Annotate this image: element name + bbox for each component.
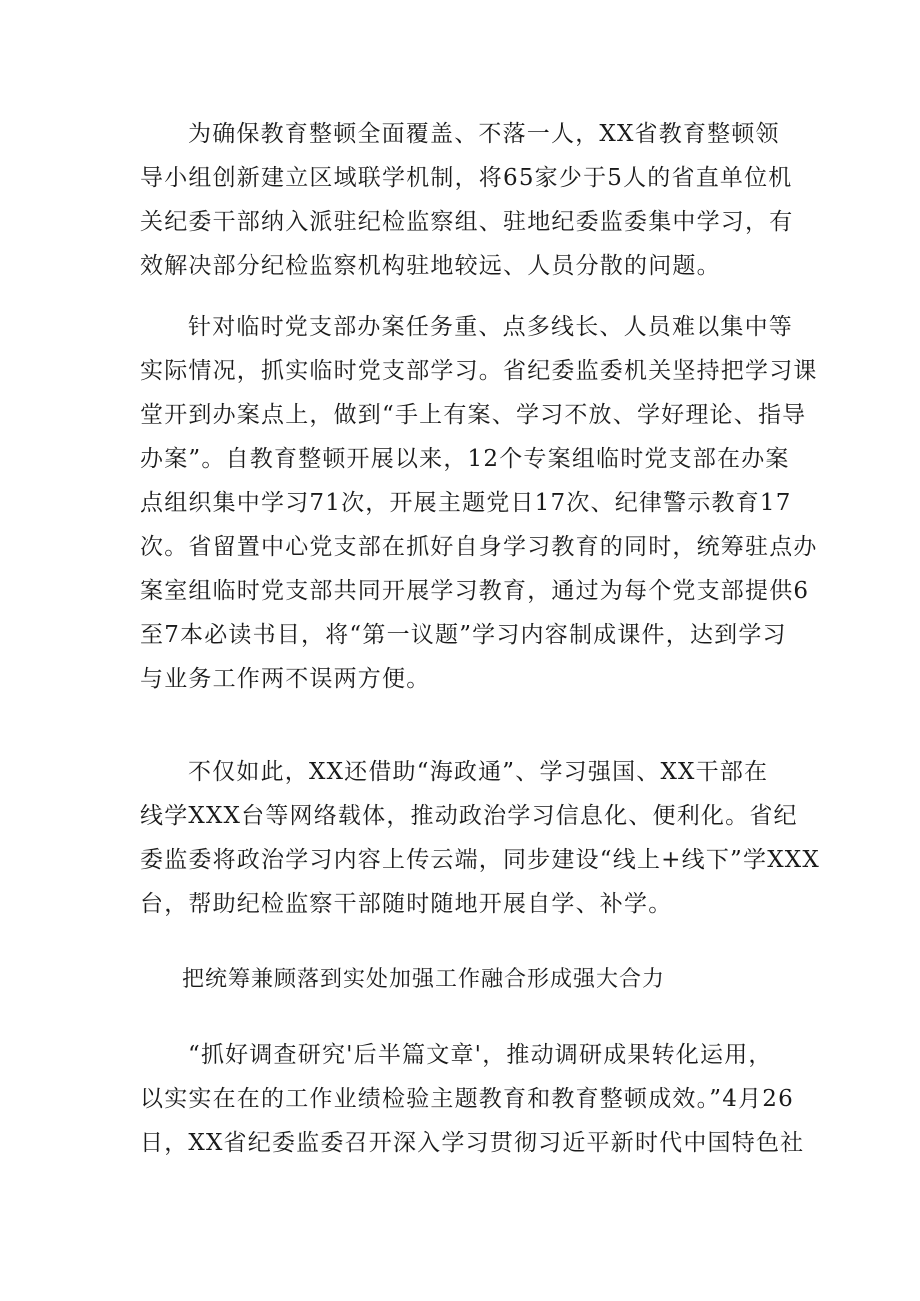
text-line: 办案”。自教育整顿开展以来，12个专案组临时党支部在办案: [140, 446, 790, 472]
text-line: 关纪委干部纳入派驻纪检监察组、驻地纪委监委集中学习，有: [140, 209, 794, 235]
text-line: 委监委将政治学习内容上传云端，同步建设“线上+线下”学XXX: [140, 847, 820, 873]
text-line: 线学XXX台等网络载体，推动政治学习信息化、便利化。省纪: [140, 803, 798, 829]
text-line: 实际情况，抓实临时党支部学习。省纪委监委机关坚持把学习课: [140, 358, 818, 384]
paragraph-regional-joint-study: [140, 112, 794, 288]
text-line: 为确保教育整顿全面覆盖、不落一人，XX省教育整顿领: [188, 121, 780, 147]
paragraph-online-learning: [140, 750, 820, 926]
section-heading: 把统筹兼顾落到实处加强工作融合形成强大合力: [182, 967, 666, 992]
text-line: 堂开到办案点上，做到“手上有案、学习不放、学好理论、指导: [140, 402, 807, 428]
text-line: 至7本必读书目，将“第一议题”学习内容制成课件，达到学习: [140, 622, 787, 648]
text-line: 案室组临时党支部共同开展学习教育，通过为每个党支部提供6: [140, 578, 810, 604]
text-line: 导小组创新建立区域联学机制，将65家少于5人的省直单位机: [140, 165, 793, 191]
text-line: 以实实在在的工作业绩检验主题教育和教育整顿成效。”4月26: [140, 1086, 794, 1112]
text-line: 台，帮助纪检监察干部随时随地开展自学、补学。: [140, 891, 673, 917]
text-line: 不仅如此，XX还借助“海政通”、学习强国、XX干部在: [188, 759, 769, 785]
text-line: 点组织集中学习71次，开展主题党日17次、纪律警示教育17: [140, 490, 792, 516]
text-line: 效解决部分纪检监察机构驻地较远、人员分散的问题。: [140, 253, 721, 279]
text-line: 针对临时党支部办案任务重、点多线长、人员难以集中等: [188, 314, 793, 340]
paragraph-temporary-party-branch: [140, 305, 818, 701]
paragraph-research-results: [140, 1033, 805, 1165]
text-line: 次。省留置中心党支部在抓好自身学习教育的同时，统筹驻点办: [140, 534, 818, 560]
text-line: 与业务工作两不误两方便。: [140, 666, 431, 692]
text-line: 日，XX省纪委监委召开深入学习贯彻习近平新时代中国特色社: [140, 1130, 805, 1156]
text-line: “抓好调查研究'后半篇文章'，推动调研成果转化运用，: [188, 1042, 773, 1068]
